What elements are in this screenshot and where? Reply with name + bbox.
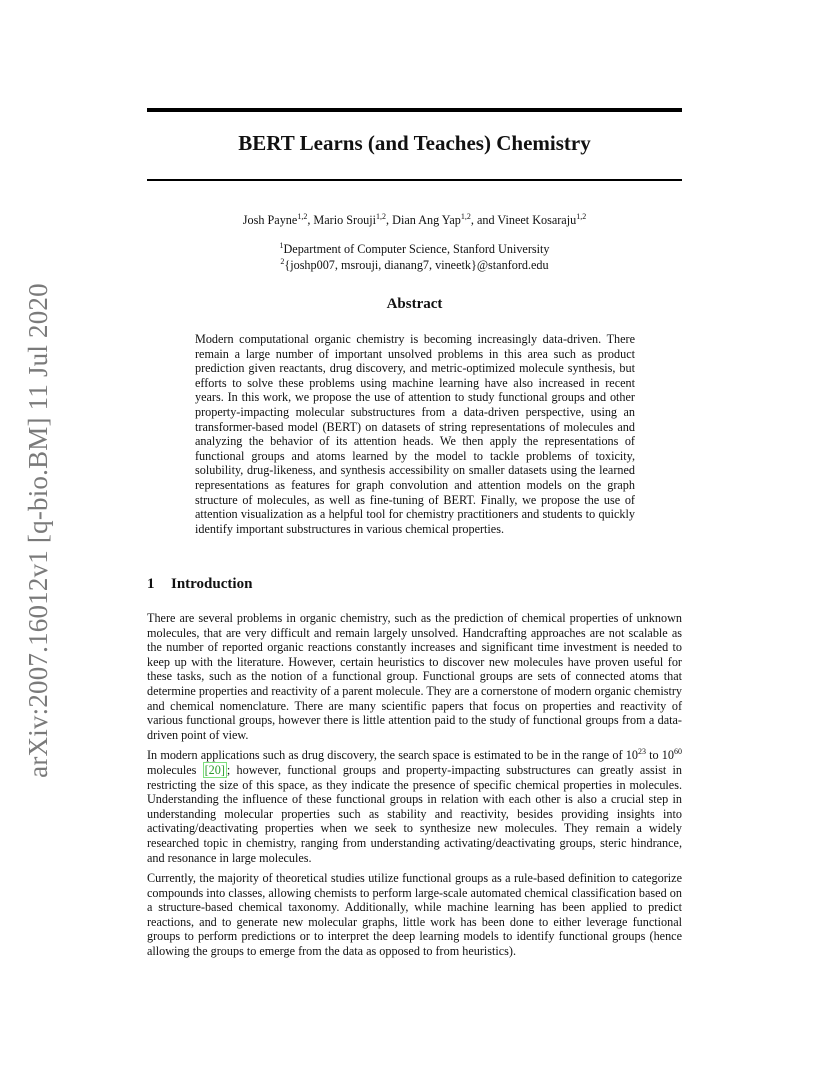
paragraph-text: In modern applications such as drug discovery, the search space is estimated to be in the range of 10 [147,748,638,763]
affil-sup: 1 [279,240,284,250]
affiliation-line [147,241,682,257]
paragraph: Currently, the majority of theoretical studies utilize functional groups as a rule-based definition to categorize compounds into classes, allowing chemists to perform large-scale automated chemical classification based on a structure-based chemical taxonomy. Additionally, while machine learning has been applied to predict reactions, and to generate new molecular graphs, little work has been done to either leverage functional groups to perform predictions or to interpret the deep learning models to identify functional groups (hence allowing the groups to emerge from the data as opposed to from heuristics). [147,871,682,959]
section-heading [147,576,252,593]
paragraph: There are several problems in organic chemistry, such as the prediction of chemical properties of unknown molecules, that are very difficult and remain largely unsolved. Handcrafting approaches are not scalable as the number of reported organic reactions constantly increases and significant time investment is needed to keep up with the literature. However, certain heuristics to discover new molecules have proven useful for these tasks, such as the notion of a functional group. Functional groups are sets of connected atoms that determine properties and reactivity of a parent molecule. They are a cornerstone of modern organic chemistry and chemical nomenclature. There are many scientific papers that focus on properties and reactivity of various functional groups, however there is little attention paid to the study of functional groups from a data-driven point of view. [147,611,682,742]
title-rule-bottom [147,179,682,181]
author-name: , Dian Ang Yap [386,213,461,227]
section-number: 1 [147,576,155,592]
abstract-text: Modern computational organic chemistry is becoming increasingly data-driven. There remain a large number of important unsolved problems in this area such as product prediction given reactants, drug discovery, and metric-optimized molecule synthesis, but efforts to solve these problems using machine learning have also increased in recent years. In this work, we propose the use of attention to study functional groups and other property-impacting molecular substructures from a data-driven perspective, using an transformer-based model (BERT) on datasets of string representations of molecules and analyzing the behavior of its attention heads. We then apply the representations of functional groups and atoms learned by the model to tackle problems of toxicity, solubility, drug-likeness, and synthesis accessibility on smaller datasets using the learned representations as features for graph convolution and attention models on the graph structure of molecules, as well as fine-tuning of BERT. Finally, we propose the use of attention visualization as a helpful tool for chemistry practitioners and students to quickly identify important substructures in various chemical properties. [195,332,635,536]
author-name: Josh Payne [242,213,298,227]
author-emails: {joshp007, msrouji, dianang7, vineetk}@stanford.edu [284,258,549,272]
author-name: , Mario Srouji [307,213,377,227]
paragraph-text: to 10 [645,748,674,763]
arxiv-stamp-text: arXiv:2007.16012v1 [q-bio.BM] 11 Jul 2020 [22,282,53,778]
author-affil-sup: 1,2 [460,211,471,221]
author-affil-sup: 1,2 [376,211,387,221]
author-affil-sup: 1,2 [297,211,308,221]
author-list [147,213,682,228]
citation-link[interactable]: [20] [204,762,225,777]
paragraph-text: ; however, functional groups and property-impacting substructures can greatly assist in restricting the size of this space, as they indicate the presence of specific chemical properties in molecules. Understanding the influence of these functional groups in relation with each other is also a crucial step in understanding molecular properties such as stability and reactivity, besides providing insights into activating/deactivating properties when we seek to synthesize new molecules. They remain a widely researched topic in chemistry, ranging from understanding activating/deactivating groups, steric hindrance, and resonance in large molecules. [147,762,682,865]
abstract-heading: Abstract [386,296,443,312]
section-body [147,611,682,965]
paragraph [147,748,682,865]
affiliation-line [147,257,682,273]
exponent: 23 [637,747,646,757]
author-name: , and Vineet Kosaraju [470,213,577,227]
arxiv-stamp [8,270,68,790]
affiliations [147,241,682,273]
exponent: 60 [674,747,682,757]
affil-sup: 2 [280,256,285,266]
affiliation-dept: Department of Computer Science, Stanford University [283,242,550,256]
title-rule-top [147,108,682,112]
paragraph-text: molecules [147,762,203,777]
section-title: Introduction [171,576,253,592]
paper-title: BERT Learns (and Teaches) Chemistry [238,131,591,155]
author-affil-sup: 1,2 [576,211,587,221]
